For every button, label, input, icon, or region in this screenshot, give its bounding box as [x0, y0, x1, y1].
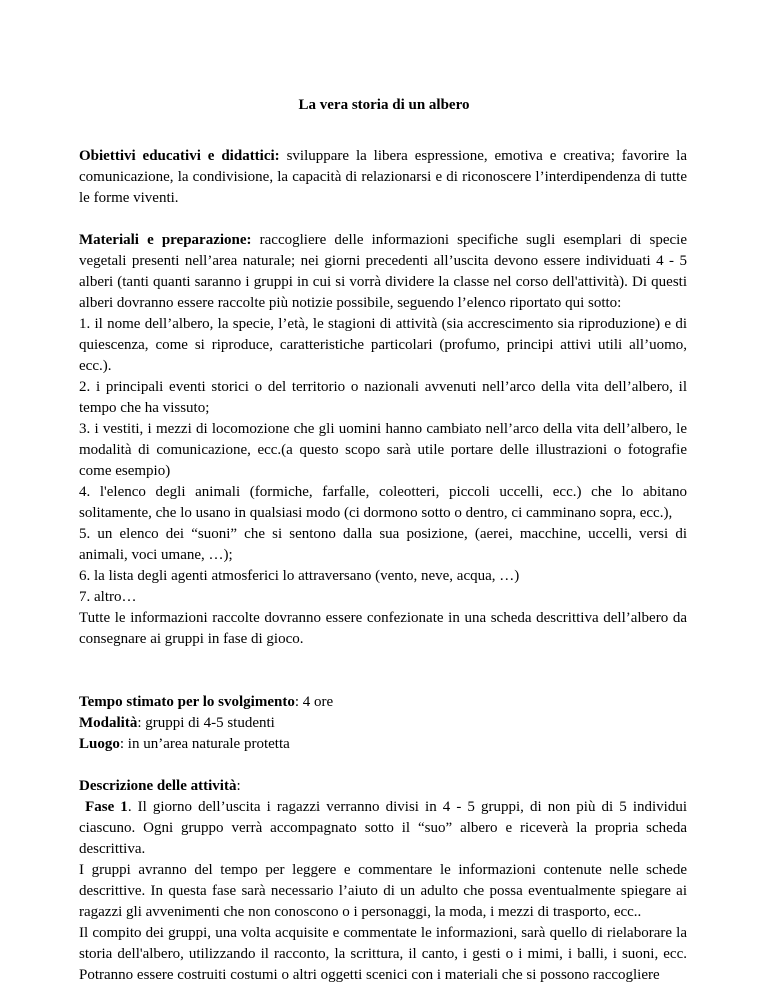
tempo-line	[79, 692, 687, 713]
tempo-value: : 4 ore	[294, 694, 334, 710]
fase1-label: Fase 1	[79, 799, 128, 815]
obiettivi-label: Obiettivi educativi e didattici:	[79, 148, 280, 164]
obiettivi-paragraph	[79, 146, 687, 209]
tempo-label: Tempo stimato per lo svolgimento	[79, 694, 295, 710]
materiali-closing: Tutte le informazioni raccolte dovranno essere confezionate in una scheda descrittiva dell’albero da consegnare ai gruppi in fase di gioco.	[79, 610, 687, 647]
luogo-value: : in un’area naturale protetta	[119, 736, 290, 752]
descrizione-heading	[79, 776, 687, 797]
materiali-label: Materiali e preparazione:	[79, 232, 252, 248]
list-item: 1. il nome dell’albero, la specie, l’età, le stagioni di attività (sia accrescimento sia riproduzione) e di quiescenza, come si riproduce, caratteristiche particolari (profumo, principi attivi utili all’uomo, ecc.).	[79, 316, 687, 374]
descrizione-paragraph-2: I gruppi avranno del tempo per leggere e commentare le informazioni contenute nelle schede descrittive. In questa fase sarà necessario l’aiuto di un adulto che possa eventualmente spiegare ai ragazzi gli avvenimenti che non conoscono o i personaggi, la moda, i mezzi di trasporto, ecc..	[79, 862, 687, 920]
list-item: 3. i vestiti, i mezzi di locomozione che gli uomini hanno cambiato nell’arco della vita dell’albero, le modalità di comunicazione, ecc.(a questo scopo sarà utile portare delle illustrazioni o fotografie come esempio)	[79, 421, 687, 479]
modalita-line	[79, 713, 687, 734]
list-item: 7. altro…	[79, 589, 137, 605]
list-item: 5. un elenco dei “suoni” che si sentono dalla sua posizione, (aerei, macchine, uccelli, versi di animali, voci umane, …);	[79, 526, 687, 563]
descrizione-label: Descrizione delle attività	[79, 778, 237, 794]
list-item: 4. l'elenco degli animali (formiche, farfalle, coleotteri, piccoli uccelli, ecc.) che lo abitano solitamente, che lo usano in qualsiasi modo (ci dormono sotto o dentro, ci camminano sopra, ecc.),	[79, 484, 687, 521]
fase1-paragraph	[79, 797, 687, 860]
list-item: 2. i principali eventi storici o del territorio o nazionali avvenuti nell’arco della vita dell’albero, il tempo che ha vissuto;	[79, 379, 687, 416]
list-item: 6. la lista degli agenti atmosferici lo attraversano (vento, neve, acqua, …)	[79, 568, 520, 584]
modalita-label: Modalità	[79, 715, 138, 731]
descrizione-paragraph-3: Il compito dei gruppi, una volta acquisite e commentate le informazioni, sarà quello di rielaborare la storia dell'albero, utilizzando il racconto, la scrittura, il canto, i gesti o i mimi, i balli, i suoni, ecc. Potranno essere costruiti costumi o altri oggetti scenici con i materiali che si possono raccogliere	[79, 925, 687, 983]
descrizione-colon: :	[236, 778, 241, 794]
luogo-label: Luogo	[79, 736, 120, 752]
fase1-text: . Il giorno dell’uscita i ragazzi verranno divisi in 4 - 5 gruppi, di non più di 5 individui ciascuno. Ogni gruppo verrà accompagnato sotto il “suo” albero e riceverà la propria scheda descrittiva.	[79, 799, 687, 857]
modalita-value: : gruppi di 4-5 studenti	[137, 715, 275, 731]
document-title: La vera storia di un albero	[298, 97, 470, 113]
document-body	[79, 146, 687, 986]
materiali-paragraph	[79, 230, 687, 314]
obiettivi-text: sviluppare la libera espressione, emotiva e creativa; favorire la comunicazione, la condivisione, la capacità di relazionarsi e di riconoscere l’interdipendenza di tutte le forme viventi.	[79, 148, 687, 206]
luogo-line	[79, 734, 687, 755]
materiali-text: raccogliere delle informazioni specifiche sugli esemplari di specie vegetali presenti nell’area naturale; nei giorni precedenti all’uscita devono essere individuati 4 - 5 alberi (tanti quanti saranno i gruppi in cui si vorrà dividere la classe nel corso dell'attività). Di questi alberi dovranno essere raccolte più notizie possibile, seguendo l’elenco riportato qui sotto:	[79, 232, 687, 311]
